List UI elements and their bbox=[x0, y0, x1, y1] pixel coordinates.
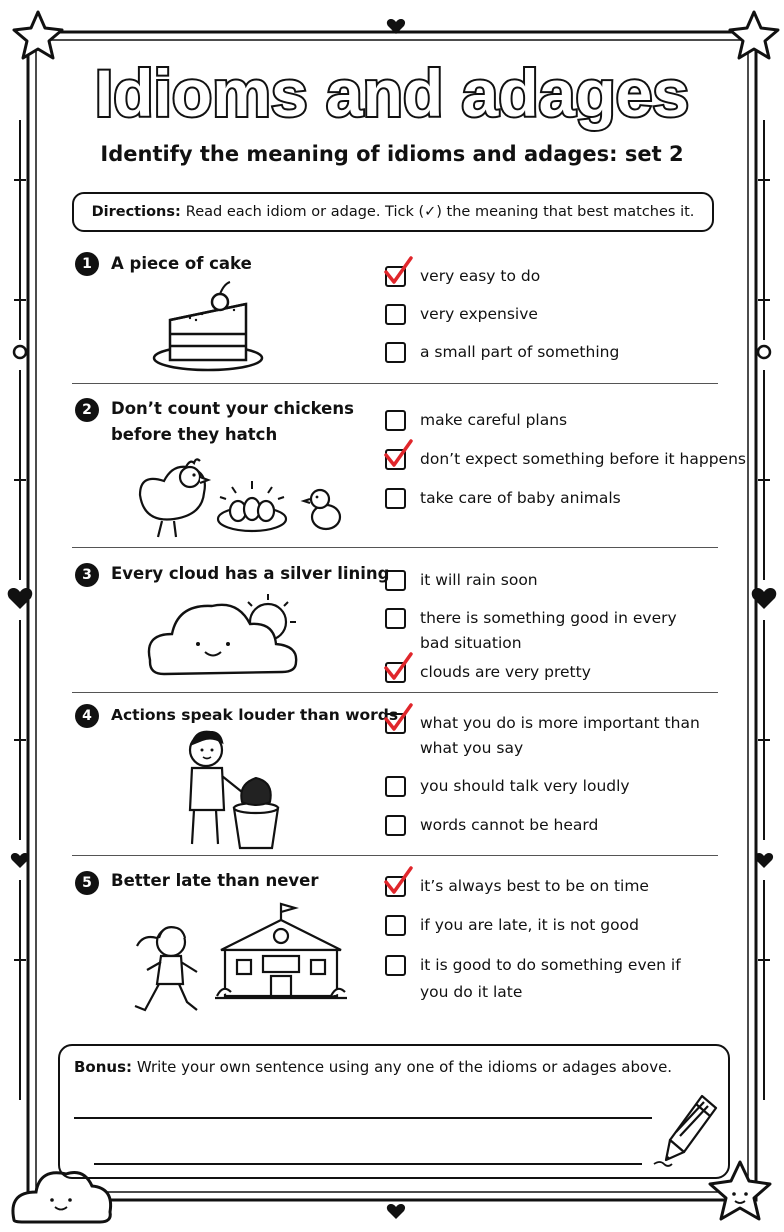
option-text-5b: if you are late, it is not good bbox=[420, 916, 639, 934]
section-divider bbox=[72, 855, 718, 856]
checkbox-5b[interactable] bbox=[385, 915, 406, 936]
hen-nest-chick-illustration bbox=[130, 455, 355, 545]
check-mark-icon bbox=[381, 439, 413, 471]
option-5a[interactable] bbox=[385, 876, 406, 897]
pencil-icon bbox=[652, 1090, 724, 1172]
bonus-prompt bbox=[74, 1058, 672, 1076]
option-text-4a-line1: what you do is more important than bbox=[420, 714, 700, 732]
boy-trash-bin-illustration bbox=[180, 728, 290, 852]
checkbox-3b[interactable] bbox=[385, 608, 406, 629]
question-idiom-2-line1: Don’t count your chickens bbox=[111, 399, 354, 418]
checkbox-1b[interactable] bbox=[385, 304, 406, 325]
checkbox-3a[interactable] bbox=[385, 570, 406, 591]
option-text-2a: make careful plans bbox=[420, 411, 568, 429]
question-idiom-4: Actions speak louder than words bbox=[111, 706, 399, 724]
option-text-2c: take care of baby animals bbox=[420, 489, 621, 507]
worksheet-title: Idioms and adages bbox=[94, 56, 690, 130]
option-text-1b: very expensive bbox=[420, 305, 538, 323]
question-number-1: 1 bbox=[75, 252, 99, 276]
checkbox-2c[interactable] bbox=[385, 488, 406, 509]
option-4a[interactable] bbox=[385, 713, 406, 734]
option-text-5c-line1: it is good to do something even if bbox=[420, 956, 681, 974]
directions-label: Directions: bbox=[91, 204, 181, 220]
answer-line-2[interactable] bbox=[94, 1163, 642, 1165]
option-text-5c-line2: you do it late bbox=[420, 983, 523, 1001]
check-mark-icon bbox=[381, 866, 413, 898]
checkbox-5c[interactable] bbox=[385, 955, 406, 976]
title-banner bbox=[0, 48, 784, 140]
option-2b[interactable] bbox=[385, 449, 406, 470]
option-1a[interactable] bbox=[385, 266, 406, 287]
checkbox-4c[interactable] bbox=[385, 815, 406, 836]
question-idiom-1: A piece of cake bbox=[111, 254, 252, 273]
option-text-3c: clouds are very pretty bbox=[420, 663, 591, 681]
bonus-label: Bonus: bbox=[74, 1058, 133, 1076]
section-divider bbox=[72, 383, 718, 384]
answer-line-1[interactable] bbox=[74, 1117, 652, 1119]
option-text-4c: words cannot be heard bbox=[420, 816, 599, 834]
question-idiom-2-line2: before they hatch bbox=[111, 425, 278, 444]
check-mark-icon bbox=[381, 652, 413, 684]
girl-running-school-illustration bbox=[125, 898, 350, 1022]
option-text-3b-line1: there is something good in every bbox=[420, 609, 677, 627]
directions-text: Read each idiom or adage. Tick (✓) the meaning that best matches it. bbox=[185, 204, 695, 220]
check-mark-icon bbox=[381, 256, 413, 288]
check-mark-icon bbox=[381, 703, 413, 735]
section-divider bbox=[72, 692, 718, 693]
option-text-3b-line2: bad situation bbox=[420, 634, 522, 652]
question-number-5: 5 bbox=[75, 871, 99, 895]
option-3c[interactable] bbox=[385, 662, 406, 683]
question-number-3: 3 bbox=[75, 563, 99, 587]
question-idiom-5: Better late than never bbox=[111, 871, 319, 890]
bonus-text: Write your own sentence using any one of the idioms or adages above. bbox=[136, 1058, 673, 1076]
cake-slice-illustration bbox=[150, 280, 270, 372]
checkbox-2a[interactable] bbox=[385, 410, 406, 431]
option-text-2b: don’t expect something before it happens bbox=[420, 450, 746, 468]
worksheet-subtitle: Identify the meaning of idioms and adages: set 2 bbox=[100, 142, 684, 166]
option-text-4a-line2: what you say bbox=[420, 739, 524, 757]
question-number-2: 2 bbox=[75, 398, 99, 422]
cloud-sun-illustration bbox=[142, 590, 312, 682]
checkbox-1c[interactable] bbox=[385, 342, 406, 363]
question-idiom-3: Every cloud has a silver lining bbox=[111, 564, 390, 583]
option-text-4b: you should talk very loudly bbox=[420, 777, 630, 795]
option-text-1c: a small part of something bbox=[420, 343, 620, 361]
directions-box bbox=[72, 192, 714, 232]
section-divider bbox=[72, 547, 718, 548]
option-text-1a: very easy to do bbox=[420, 267, 541, 285]
option-text-3a: it will rain soon bbox=[420, 571, 538, 589]
checkbox-4b[interactable] bbox=[385, 776, 406, 797]
question-number-4: 4 bbox=[75, 704, 99, 728]
option-text-5a: it’s always best to be on time bbox=[420, 877, 649, 895]
